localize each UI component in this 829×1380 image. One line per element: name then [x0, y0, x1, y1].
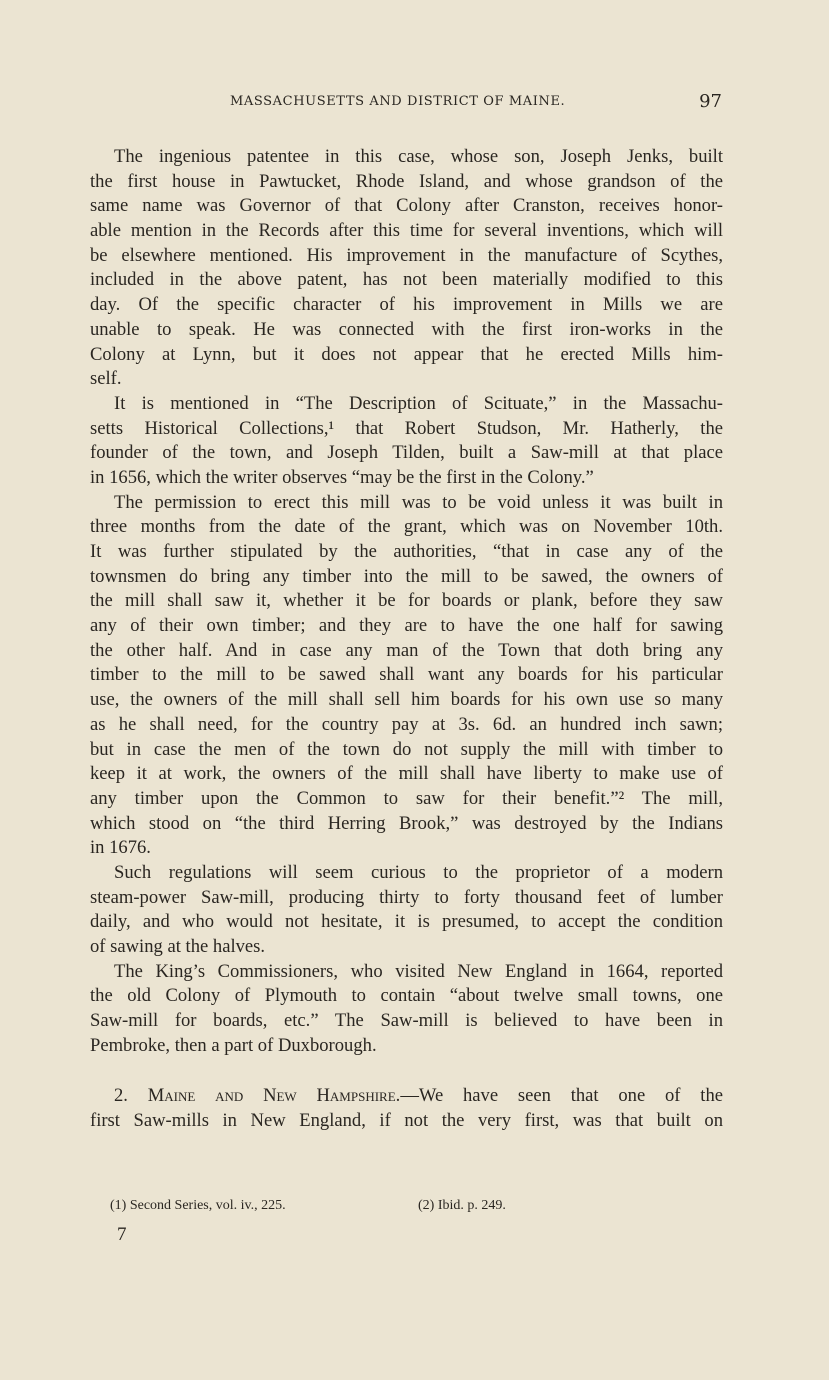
text-line: timber to the mill to be sawed shall want any boards for his particular: [90, 664, 723, 686]
footnotes: [110, 1198, 610, 1218]
text-line: which stood on “the third Herring Brook,” was destroyed by the Indians: [90, 812, 723, 834]
text-line: of sawing at the halves.: [90, 936, 266, 957]
signature-mark: 7: [117, 1224, 127, 1245]
section-heading: Maine and New Hampshire.: [147, 1085, 401, 1107]
text-line: same name was Governor of that Colony after Cranston, receives honor-: [90, 195, 723, 217]
text-line: The ingenious patentee in this case, whose son, Joseph Jenks, built: [114, 146, 723, 167]
text-line: Such regulations will seem curious to the proprietor of a modern: [114, 861, 723, 883]
section-spacer: [90, 1058, 723, 1084]
text-line: as he shall need, for the country pay at 3s. 6d. an hundred inch sawn;: [90, 713, 723, 735]
text-line: able mention in the Records after this time for several inventions, which will: [90, 220, 723, 242]
text-line: any of their own timber; and they are to have the one half for sawing: [90, 615, 723, 637]
text-line: The King’s Commissioners, who visited New England in 1664, reported: [114, 960, 723, 982]
text-line: Pembroke, then a part of Duxborough.: [90, 1034, 377, 1056]
text-line: [90, 1084, 723, 1109]
text-line: The permission to erect this mill was to be void unless it was built in: [114, 491, 723, 513]
text-line: founder of the town, and Joseph Tilden, built a Saw-mill at that place: [90, 442, 723, 464]
body-text: [90, 145, 723, 1134]
paragraph-regulations: [90, 861, 723, 960]
text-line: first Saw-mills in New England, if not the very first, was that built on: [90, 1110, 723, 1132]
text-line: use, the owners of the mill shall sell him boards for his own use so many: [90, 689, 723, 711]
text-line: It was further stipulated by the authorities, “that in case any of the: [90, 541, 723, 562]
paragraph-scituate: [90, 392, 723, 491]
text-line: the first house in Pawtucket, Rhode Island, and whose grandson of the: [90, 170, 723, 192]
footnote-2: (2) Ibid. p. 249.: [418, 1198, 506, 1213]
running-head: [110, 91, 722, 116]
text-line: but in case the men of the town do not supply the mill with timber to: [90, 738, 723, 760]
paragraph-permission: [90, 491, 723, 861]
text-line: keep it at work, the owners of the mill shall have liberty to make use of: [90, 763, 723, 785]
text-line: the other half. And in case any man of the Town that doth bring any: [90, 639, 723, 661]
section-number: 2.: [114, 1085, 128, 1107]
text-line: three months from the date of the grant, which was on November 10th.: [90, 516, 723, 538]
text-line: day. Of the specific character of his improvement in Mills we are: [90, 294, 723, 316]
text-line: steam-power Saw-mill, producing thirty to forty thousand feet of lumber: [90, 886, 723, 908]
text-line: townsmen do bring any timber into the mill to be sawed, the owners of: [90, 565, 723, 587]
text-line: in 1656, which the writer observes “may be the first in the Colony.”: [90, 466, 594, 488]
text-line: setts Historical Collections,¹ that Robert Studson, Mr. Hatherly, the: [90, 417, 723, 439]
section-first-line-text: —We have seen that one of the: [400, 1085, 723, 1107]
text-line: in 1676.: [90, 837, 151, 859]
footnote-1: (1) Second Series, vol. iv., 225.: [110, 1198, 286, 1213]
paragraph-jenks: [90, 145, 723, 392]
text-line: Colony at Lynn, but it does not appear that he erected Mills him-: [90, 343, 723, 365]
running-title: MASSACHUSETTS AND DISTRICT OF MAINE.: [230, 94, 566, 109]
text-line: the mill shall saw it, whether it be for boards or plank, before they saw: [90, 590, 723, 612]
text-line: the old Colony of Plymouth to contain “about twelve small towns, one: [90, 985, 723, 1007]
section-maine-new-hampshire: [90, 1084, 723, 1133]
text-line: daily, and who would not hesitate, it is presumed, to accept the condition: [90, 911, 723, 933]
text-line: self.: [90, 368, 122, 390]
paragraph-commissioners: [90, 960, 723, 1059]
text-line: be elsewhere mentioned. His improvement in the manufacture of Scythes,: [90, 244, 723, 266]
text-line: It is mentioned in “The Description of Scituate,” in the Massachu-: [114, 392, 723, 414]
text-line: any timber upon the Common to saw for their benefit.”² The mill,: [90, 787, 723, 809]
page-number: 97: [699, 91, 722, 112]
text-line: unable to speak. He was connected with the first iron-works in the: [90, 318, 723, 340]
text-line: included in the above patent, has not been materially modified to this: [90, 269, 723, 291]
text-line: Saw-mill for boards, etc.” The Saw-mill is believed to have been in: [90, 1010, 723, 1032]
